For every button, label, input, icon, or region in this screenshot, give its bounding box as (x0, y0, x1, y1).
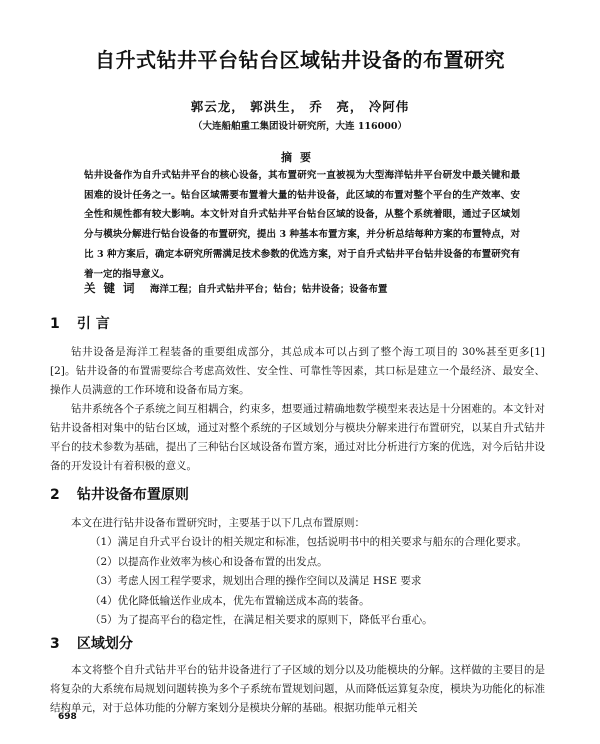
section-heading-2 (50, 484, 189, 504)
section-2-intro (50, 514, 545, 533)
paragraph: 钻井系统各个子系统之间互相耦合，约束多，想要通过精确地数学模型来表达是十分困难的。本文针对钻井设备相对集中的钻台区域，通过对整个系统的子区域划分与模块分解来进行布置研究，以某自升式钻井平台的技术参数为基础，提出了三种钻台区域设备布置方案，通过对比分析进行方案的优选，对今后钻井设备的开发设计有着积极的意义。 (50, 403, 545, 472)
keywords-label: 关键词 (84, 281, 143, 295)
section-3-body (50, 661, 545, 718)
section-title: 区域划分 (76, 636, 133, 652)
author-list: 郭云龙， 郭洪生， 乔 亮， 冷阿伟 (190, 99, 410, 114)
paragraph: 本文将整个自升式钻井平台的钻井设备进行了子区域的划分以及功能模块的分解。这样做的主要目的是将复杂的大系统布局规划问题转换为多个子系统布置规划问题，从而降低运算复杂度，模块为功能化的标准结构单元，对于总体功能的分解方案划分是模块分解的基础。根据功能单元相关 (50, 664, 545, 714)
paper-title: 自升式钻井平台钻台区域钻井设备的布置研究 (95, 48, 505, 72)
section-number: 3 (50, 636, 60, 652)
abstract-heading: 摘要 (281, 151, 319, 164)
section-heading-1 (50, 313, 110, 333)
section-1-body (50, 343, 545, 476)
section-number: 1 (50, 316, 60, 332)
section-heading-3 (50, 633, 133, 653)
list-item: （1）满足自升式平台设计的相关规定和标准，包括说明书中的相关要求与船东的合理化要求。 (90, 536, 528, 548)
principle-list (90, 533, 550, 631)
abstract-text: 钻井设备作为自升式钻井平台的核心设备，其布置研究一直被视为大型海洋钻井平台研发中最关键和最困难的设计任务之一。钻台区域需要布置着大量的钻井设备，此区域的布置对整个平台的生产效率、安全性和规性都有较大影响。本文针对自升式钻井平台钻台区域的设备，从整个系统着眼，通过子区域划分与模块分解进行钻台设备的布置研究，提出 3 种基本布置方案，并分析总结每种方案的布置特点，对比 3 种方案后，确定本研究所需满足技术参数的优选方案，对于自升式钻井平台钻井设备的布置研究有着一定的指导意义。 (84, 170, 520, 280)
section-number: 2 (50, 487, 60, 503)
list-item: （3）考虑人因工程学要求，规划出合理的操作空间以及满足 HSE 要求 (90, 575, 422, 588)
section-title: 钻井设备布置原则 (76, 487, 189, 503)
list-item: （5）为了提高平台的稳定性，在满足相关要求的原则下，降低平台重心。 (90, 614, 433, 627)
list-item: （4）优化降低输送作业成本，优先布置输送成本高的装备。 (90, 594, 370, 607)
page-number: 698 (58, 712, 77, 722)
affiliation: （大连船舶重工集团设计研究所，大连 116000） (193, 121, 407, 132)
list-item: （2）以提高作业效率为核心和设备布置的出发点。 (90, 555, 328, 568)
paragraph: 本文在进行钻井设备布置研究时，主要基于以下几点布置原则： (71, 517, 365, 529)
paragraph: 钻井设备是海洋工程装备的重要组成部分，其总成本可以占到了整个海工项目的 30%甚至更多[1][2]。钻井设备的布置需要综合考虑高效性、安全性、可靠性等因素，其口标是建立一个最经济、最安全、操作人员满意的工作环境和设备布局方案。 (50, 346, 545, 396)
section-title: 引 言 (76, 316, 110, 332)
keywords-text: 海洋工程；自升式钻井平台；钻台；钻井设备；设备布置 (149, 284, 388, 295)
keywords (84, 280, 524, 296)
